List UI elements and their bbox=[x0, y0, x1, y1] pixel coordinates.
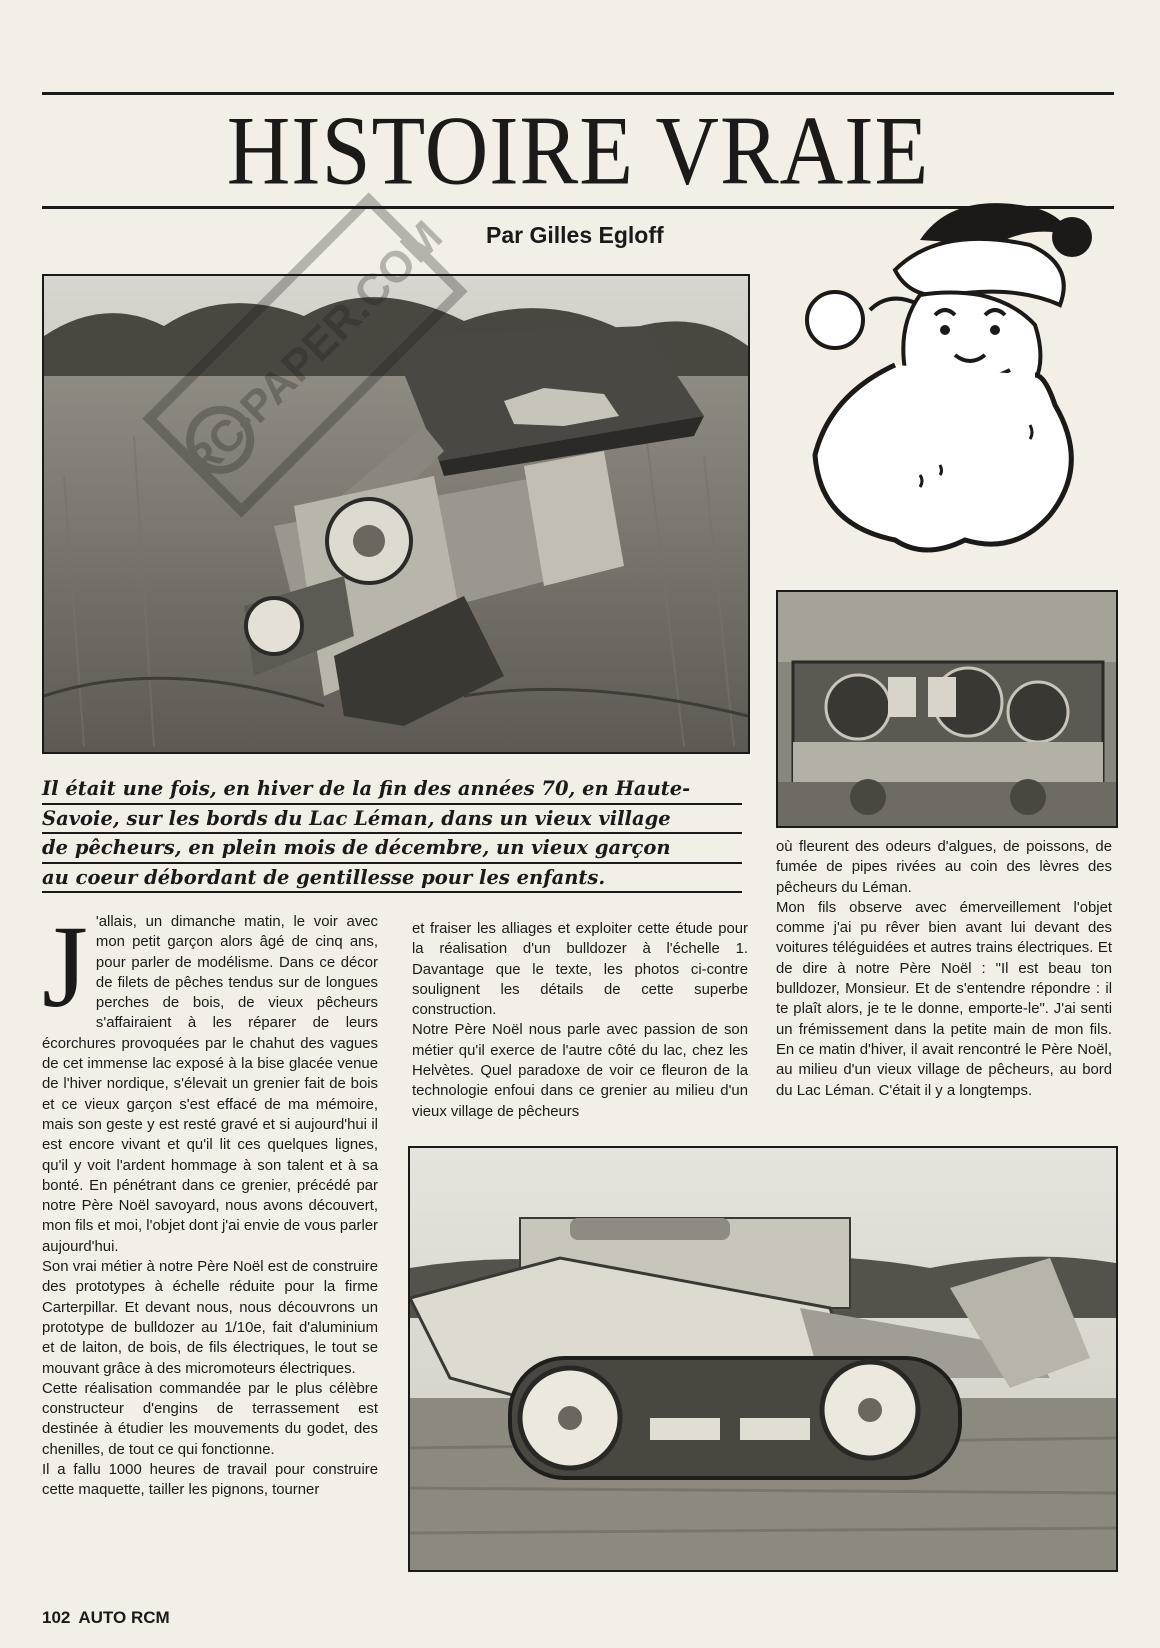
dropcap: J bbox=[42, 901, 88, 1032]
col3-paragraph: où fleurent des odeurs d'algues, de poissons, de fumée de pipes rivées au coin des lèvres des pêcheurs du Léman. bbox=[776, 839, 1112, 896]
photo-bulldozer-side-image bbox=[410, 1148, 1116, 1570]
byline: Par Gilles Egloff bbox=[486, 222, 664, 248]
lead-line: de pêcheurs, en plein mois de décembre, un vieux garçon bbox=[42, 834, 742, 864]
photo-gearbox bbox=[776, 590, 1118, 828]
photo-bulldozer-side bbox=[408, 1146, 1118, 1572]
page-title: HISTOIRE VRAIE bbox=[226, 97, 930, 206]
lead-line: Savoie, sur les bords du Lac Léman, dans un vieux village bbox=[42, 805, 742, 835]
header-rule-top bbox=[42, 92, 1114, 95]
santa-drawing bbox=[800, 195, 1100, 565]
column-1 bbox=[42, 901, 378, 1501]
col1-paragraph: Cette réalisation commandée par le plus célèbre constructeur d'engins de terrassement est destinée à étudier les mouvements du godet, des chenilles, de tout ce qui fonctionne. bbox=[42, 1380, 378, 1458]
page-number: 102 bbox=[42, 1608, 71, 1627]
lead-line: Il était une fois, en hiver de la fin des années 70, en Haute- bbox=[42, 775, 742, 805]
col1-paragraph bbox=[42, 901, 378, 1257]
col1-paragraph: Son vrai métier à notre Père Noël est de construire des prototypes à échelle réduite pour la firme Carterpillar. Et devant nous, nous découvrons un prototype de bulldozer au 1/10e, fait d'aluminium et de laiton, de bois, de fils électriques, le tout se mouvant grâce à des micromoteurs électriques. bbox=[42, 1259, 378, 1377]
col2-paragraph: Notre Père Noël nous parle avec passion de son métier qu'il exerce de l'autre côté du lac, chez les Helvètes. Quel paradoxe de voir ce fleuron de la technologie enfoui dans ce grenier au milieu d'un vieux village de pêcheurs bbox=[412, 1022, 748, 1120]
page-footer bbox=[42, 1608, 178, 1628]
column-2 bbox=[412, 919, 748, 1122]
lead-paragraph bbox=[42, 775, 742, 893]
lead-line: au coeur débordant de gentillesse pour les enfants. bbox=[42, 864, 742, 894]
column-3 bbox=[776, 837, 1112, 1101]
col1-paragraph: Il a fallu 1000 heures de travail pour construire cette maquette, tailler les pignons, tourner bbox=[42, 1462, 378, 1499]
col2-paragraph: et fraiser les alliages et exploiter cette étude pour la réalisation d'un bulldozer à l'échelle 1. Davantage que le texte, les photos ci-contre soulignent les détails de cette superbe construction. bbox=[412, 921, 748, 1019]
watermark-stamp bbox=[90, 140, 520, 570]
photo-gearbox-image bbox=[778, 592, 1116, 826]
watermark-text: RC-PAPER.COM bbox=[175, 211, 452, 488]
col3-paragraph: Mon fils observe avec émerveillement l'objet comme j'ai pu rêver bien avant lui devant des voitures téléguidées et autres trains électriques. Et de dire à notre Père Noël : "Il est beau ton bulldozer, Monsieur. Et de s'entendre répondre : il te plaît alors, je te le donne, emporte-le". J'ai senti un frémissement dans la petite main de mon fils. En ce matin d'hiver, il avait rencontré le Père Noël, au milieu d'un vieux village de pêcheurs, au bord du Lac Léman. C'était il y a longtemps. bbox=[776, 899, 1112, 1099]
col1-text: 'allais, un dimanche matin, le voir avec mon petit garçon alors âgé de cinq ans, pour parler de modélisme. Dans ce décor de filets de pêches tendus sur de longues perches de bois, de vieux pêcheurs s'affairaient à les réparer de leurs écorchures provoquées par le chahut des vagues de cet immense lac exposé à la bise glacée venue de l'hiver nordique, s'élevait un grenier fait de bois et ce vieux garçon s'est effacé de ma mémoire, mais son geste y est resté gravé et si aujourd'hui il est encore vivant et qu'il lit ces quelques lignes, qu'il y voit l'ardent hommage à son talent et à sa bonté. En pénétrant dans ce grenier, précédé par notre Père Noël savoyard, nous avons découvert, mon fils et moi, l'objet dont j'ai envie de vous parler aujourd'hui. bbox=[42, 914, 378, 1255]
magazine-name: AUTO RCM bbox=[78, 1608, 170, 1627]
